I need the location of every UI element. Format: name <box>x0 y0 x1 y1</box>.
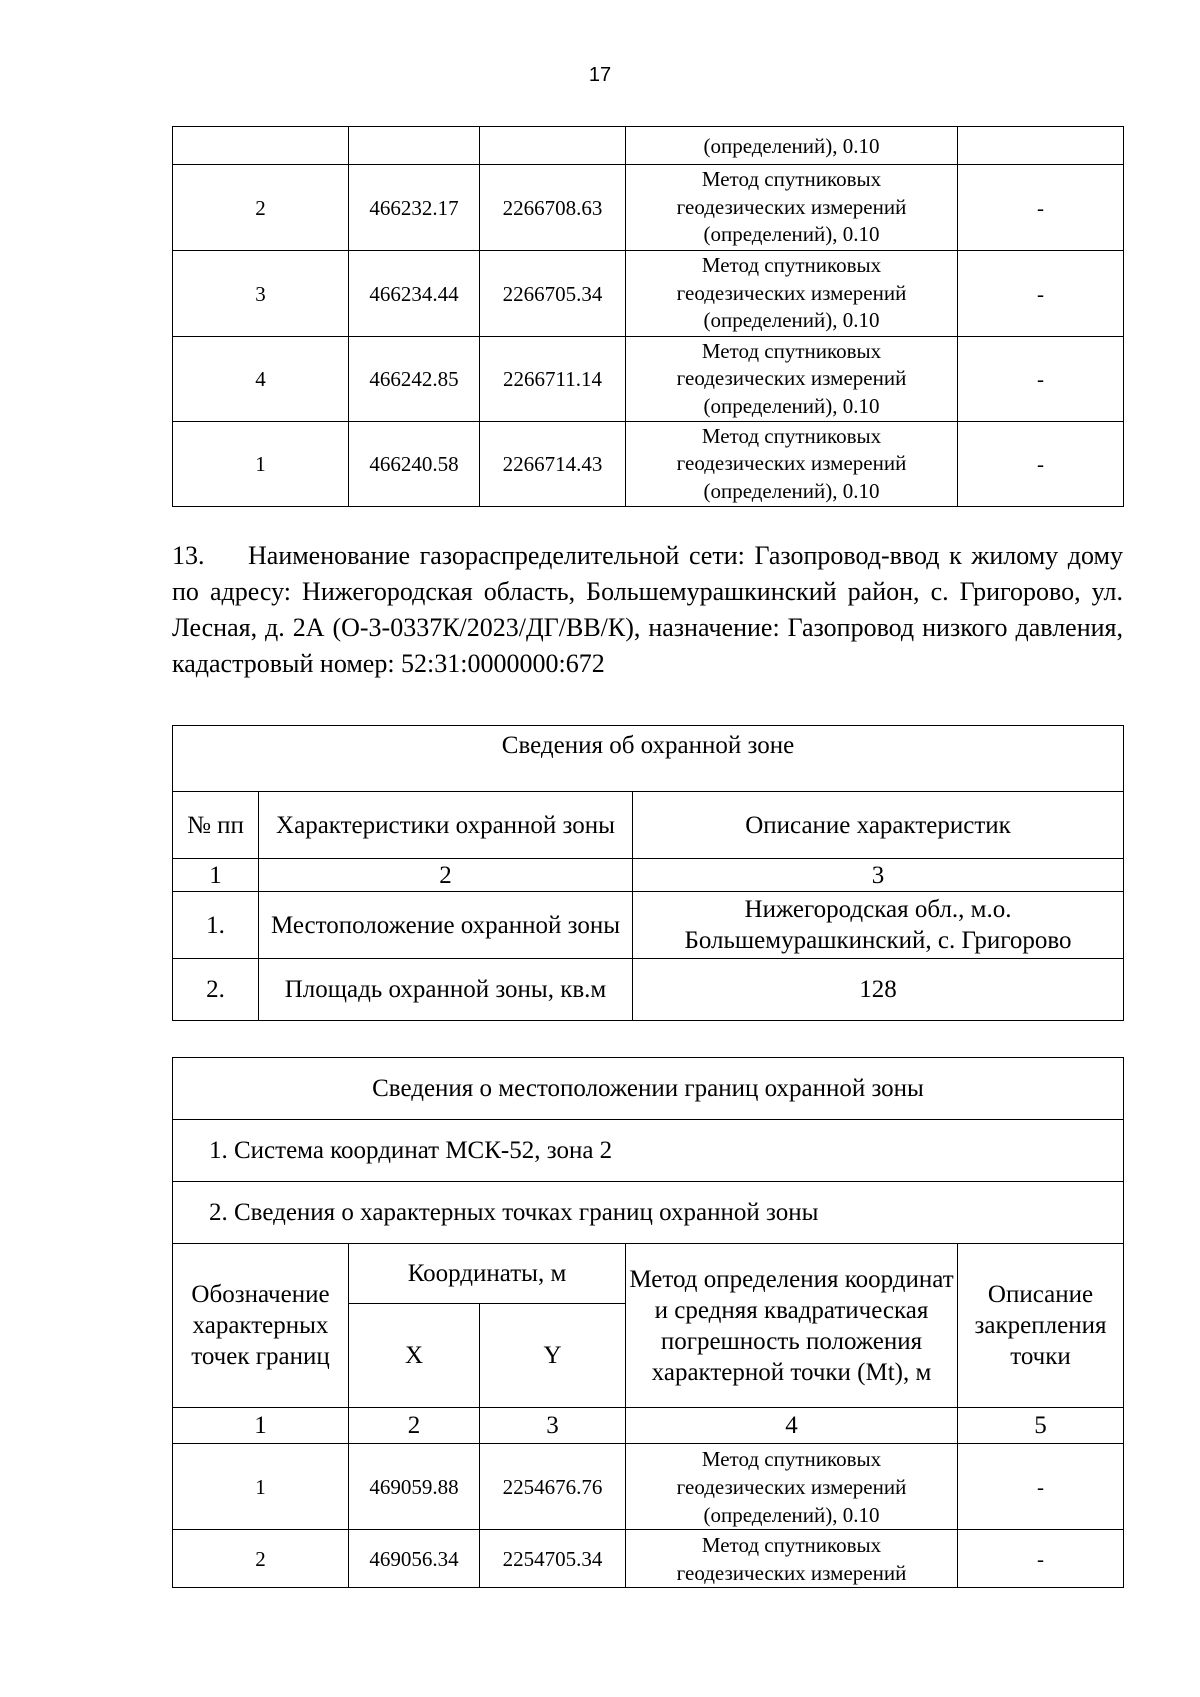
header-y: Y <box>480 1304 626 1408</box>
fixing-description: - <box>958 337 1124 422</box>
zone-info-table <box>172 725 1124 1021</box>
header-coordinates: Координаты, м <box>349 1244 626 1304</box>
characteristic: Местоположение охранной зоны <box>259 892 633 959</box>
column-number: 4 <box>626 1408 958 1444</box>
point-number: 1 <box>173 422 349 507</box>
fixing-description: - <box>958 251 1124 337</box>
table-row <box>173 1058 1124 1120</box>
table-row <box>173 251 1124 337</box>
method-line: (определений), 0.10 <box>703 1502 880 1527</box>
coord-x: 469059.88 <box>349 1444 480 1530</box>
description-line: Большемурашкинский, с. Григорово <box>684 927 1072 954</box>
table-row <box>173 859 1124 892</box>
table-row <box>173 127 1124 165</box>
table-row <box>173 726 1124 792</box>
method-line: геодезических измерений <box>676 366 907 391</box>
coord-y: 2266708.63 <box>480 165 626 251</box>
table-row <box>173 1182 1124 1244</box>
table-row <box>173 1408 1124 1444</box>
point-number: 3 <box>173 251 349 337</box>
method-line: Метод спутниковых <box>701 338 882 363</box>
row-number: 1. <box>173 892 259 959</box>
fixing-description: - <box>958 422 1124 507</box>
page-number: 17 <box>588 64 612 86</box>
method-cell <box>626 251 958 337</box>
fixing-description: - <box>958 165 1124 251</box>
fixing-description: - <box>958 1530 1124 1588</box>
boundary-title: Сведения о местоположении границ охранной зоны <box>173 1058 1124 1120</box>
section-paragraph <box>172 538 1123 682</box>
header-num: № пп <box>173 792 259 859</box>
method-cell <box>626 1530 958 1588</box>
table-row <box>173 959 1124 1021</box>
coord-x: 469056.34 <box>349 1530 480 1588</box>
method-line: (определений), 0.10 <box>703 393 880 418</box>
table-row <box>173 422 1124 507</box>
points-title: 2. Сведения о характерных точках границ охранной зоны <box>173 1182 1124 1244</box>
method-line: Метод спутниковых <box>701 1532 882 1557</box>
characteristic-description <box>633 892 1124 959</box>
coord-x: 466232.17 <box>349 165 480 251</box>
method-line: Метод спутниковых <box>701 253 882 278</box>
table-cell <box>958 127 1124 165</box>
method-line: геодезических измерений <box>676 451 907 476</box>
table-row <box>173 1530 1124 1588</box>
method-line: (определений), 0.10 <box>703 222 880 247</box>
table-row <box>173 337 1124 422</box>
row-number: 2. <box>173 959 259 1021</box>
method-line: Метод спутниковых <box>701 1446 882 1471</box>
method-line: геодезических измерений <box>676 280 907 305</box>
point-number: 2 <box>173 165 349 251</box>
column-number: 2 <box>349 1408 480 1444</box>
header-fixing: Описание закрепления точки <box>958 1244 1124 1408</box>
header-designation: Обозначение характерных точек границ <box>173 1244 349 1408</box>
table-row <box>173 1244 1124 1304</box>
coord-y: 2266705.34 <box>480 251 626 337</box>
method-line: геодезических измерений <box>676 1560 907 1585</box>
column-number: 1 <box>173 859 259 892</box>
coord-x: 466242.85 <box>349 337 480 422</box>
point-number: 4 <box>173 337 349 422</box>
table-cell <box>349 127 480 165</box>
coord-x: 466234.44 <box>349 251 480 337</box>
table-row <box>173 165 1124 251</box>
characteristic-description: 128 <box>633 959 1124 1021</box>
method-cell <box>626 337 958 422</box>
coordinate-system: 1. Система координат МСК-52, зона 2 <box>173 1120 1124 1182</box>
coord-y: 2254676.76 <box>480 1444 626 1530</box>
method-line: геодезических измерений <box>676 1474 907 1499</box>
table-cell <box>480 127 626 165</box>
zone-info-title: Сведения об охранной зоне <box>173 726 1124 792</box>
column-number: 1 <box>173 1408 349 1444</box>
column-number: 2 <box>259 859 633 892</box>
coord-x: 466240.58 <box>349 422 480 507</box>
method-line: Метод спутниковых <box>701 167 882 192</box>
section-text: Наименование газораспределительной сети: Газопровод-ввод к жилому дому по адресу: Нижегородская область, Большемурашкинский район, с. Григорово, ул. Лесная, д. 2А (О-3-0337К/2023/ДГ/ВВ/К), назначение: Газопровод низкого давления, кадастровый номер: 52:31:0000000:672 <box>172 541 1123 678</box>
table-cell <box>173 127 349 165</box>
coord-y: 2254705.34 <box>480 1530 626 1588</box>
section-number: 13. <box>172 541 205 570</box>
column-number: 3 <box>480 1408 626 1444</box>
method-cell: (определений), 0.10 <box>626 127 958 165</box>
method-cell <box>626 422 958 507</box>
coord-y: 2266711.14 <box>480 337 626 422</box>
table-row <box>173 892 1124 959</box>
header-x: X <box>349 1304 480 1408</box>
column-number: 5 <box>958 1408 1124 1444</box>
point-number: 1 <box>173 1444 349 1530</box>
method-cell <box>626 1444 958 1530</box>
method-line: геодезических измерений <box>676 194 907 219</box>
characteristic: Площадь охранной зоны, кв.м <box>259 959 633 1021</box>
method-cell <box>626 165 958 251</box>
fixing-description: - <box>958 1444 1124 1530</box>
method-line: (определений), 0.10 <box>703 308 880 333</box>
header-description: Описание характеристик <box>633 792 1124 859</box>
method-line: Метод спутниковых <box>701 423 882 448</box>
boundary-table <box>172 1057 1124 1588</box>
point-number: 2 <box>173 1530 349 1588</box>
coord-y: 2266714.43 <box>480 422 626 507</box>
table-row <box>173 792 1124 859</box>
description-line: Нижегородская обл., м.о. <box>744 896 1012 923</box>
header-characteristics: Характеристики охранной зоны <box>259 792 633 859</box>
header-method: Метод определения координат и средняя квадратическая погрешность положения характерной точки (Mt), м <box>626 1244 958 1408</box>
coordinates-table-continued <box>172 126 1124 507</box>
method-line: (определений), 0.10 <box>703 478 880 503</box>
column-number: 3 <box>633 859 1124 892</box>
table-row <box>173 1444 1124 1530</box>
table-row <box>173 1120 1124 1182</box>
